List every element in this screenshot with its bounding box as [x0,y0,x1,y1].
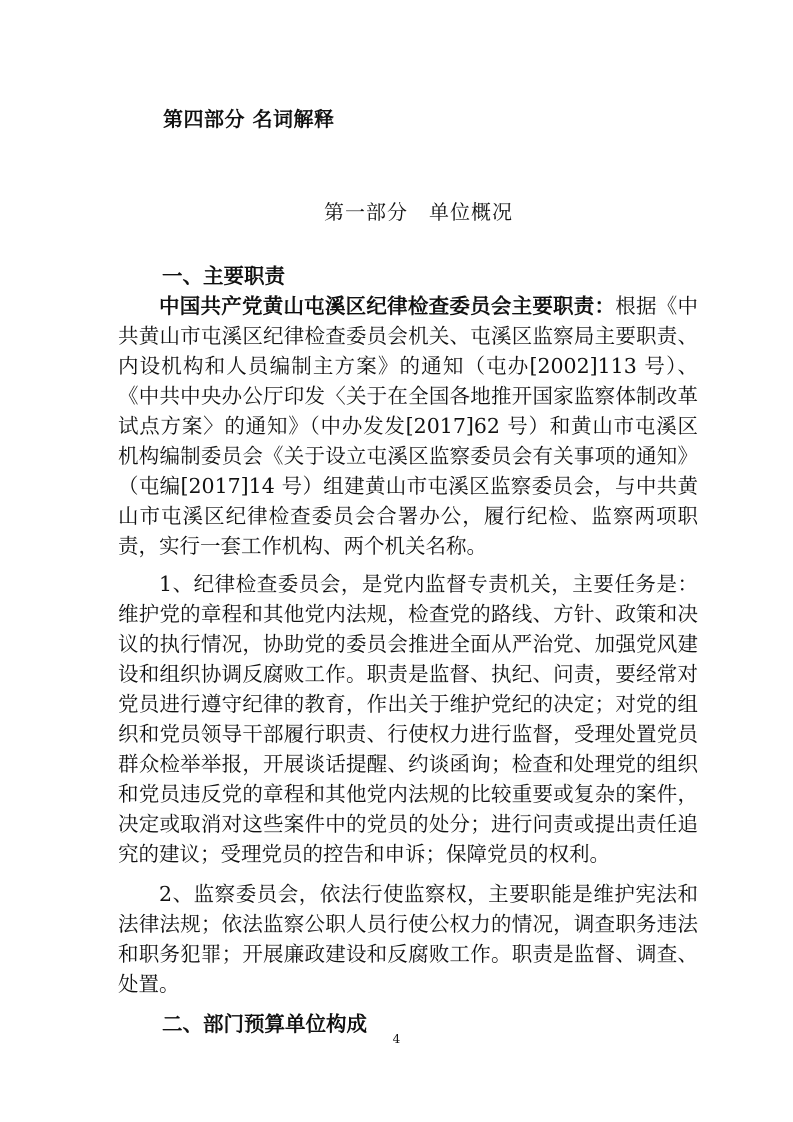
heading-main-duties: 一、主要职责 [162,264,285,288]
paragraph-supervision-commission: 2、监察委员会，依法行使监察权，主要职能是维护宪法和法律法规；依法监察公职人员行使公权力的情况，调查职务违法和职务犯罪；开展廉政建设和反腐败工作。职责是监督、调查、处置。 [118,882,698,996]
paragraph-discipline-commission: 1、纪律检查委员会，是党内监督专责机关，主要任务是：维护党的章程和其他党内法规，检查党的路线、方针、政策和决议的执行情况，协助党的委员会推进全面从严治党、加强党风建设和组织协调反腐败工作。职责是监督、执纪、问责，要经常对党员进行遵守纪律的教育，作出关于维护党纪的决定；对党的组织和党员领导干部履行职责、行使权力进行监督，受理处置党员群众检举举报，开展谈话提醒、约谈函询；检查和处理党的组织和党员违反党的章程和其他党内法规的比较重要或复杂的案件，决定或取消对这些案件中的党员的处分；进行问责或提出责任追究的建议；受理党员的控告和申诉；保障党员的权利。 [118,572,698,866]
intro-paragraph [118,291,698,561]
section-title: 第一部分 单位概况 [324,200,513,224]
part-heading: 第四部分 名词解释 [163,107,335,131]
intro-lead: 中国共产党黄山屯溪区纪律检查委员会主要职责： [159,294,616,318]
body-text [118,261,698,1039]
heading-budget-units: 二、部门预算单位构成 [162,1012,367,1036]
page-number: 4 [392,1032,401,1046]
intro-text: 根据《中共黄山市屯溪区纪律检查委员会机关、屯溪区监察局主要职责、内设机构和人员编制主方案》的通知（屯办[2002]113 号）、《中共中央办公厅印发〈关于在全国各地推开国家监察体制改革试点方案〉的通知》（中办发发[2017]62 号）和黄山市屯溪区机构编制委员会《关于设立屯溪区监察委员会有关事项的通知》（屯编[2017]14 号）组建黄山市屯溪区监察委员会，与中共黄山市屯溪区纪律检查委员会合署办公，履行纪检、监察两项职责，实行一套工作机构、两个机关名称。 [118,294,699,558]
